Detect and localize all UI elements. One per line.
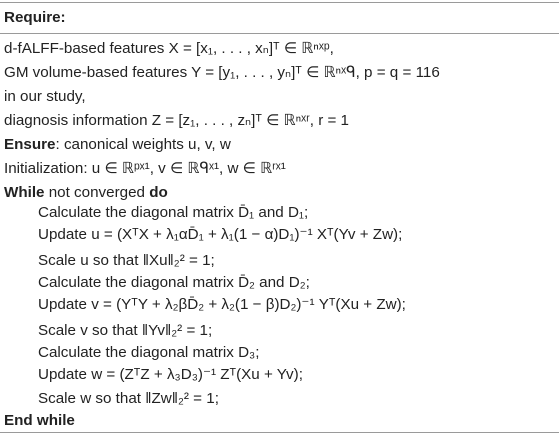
step-update-v: Update v = (YᵀY + λ₂βD̄₂ + λ₂(1 − β)D₂)⁻¹ Yᵀ(Xu + Zw);	[38, 296, 406, 313]
require-heading: Require:	[4, 9, 66, 26]
ensure-line	[4, 136, 231, 154]
ensure-text: : canonical weights u, v, w	[55, 136, 231, 153]
ensure-keyword: Ensure	[4, 136, 56, 153]
input-y-line-cont: in our study,	[4, 88, 86, 105]
bottom-rule	[0, 432, 559, 433]
do-keyword: do	[149, 184, 168, 201]
step-calc-d2: Calculate the diagonal matrix D̄₂ and D₂;	[38, 274, 310, 291]
while-keyword: While	[4, 184, 45, 201]
input-z-line: diagnosis information Z = [z₁, . . . , zₙ]ᵀ ∈ ℝⁿˣʳ, r = 1	[4, 112, 350, 129]
step-scale-v: Scale v so that ‖Yv‖₂² = 1;	[38, 322, 213, 339]
step-scale-u: Scale u so that ‖Xu‖₂² = 1;	[38, 252, 215, 269]
step-calc-d3: Calculate the diagonal matrix D₃;	[38, 344, 260, 361]
initialization-line: Initialization: u ∈ ℝᵖˣ¹, v ∈ ℝᑫˣ¹, w ∈ ℝʳˣ¹	[4, 160, 286, 177]
input-y-line: GM volume-based features Y = [y₁, . . . , yₙ]ᵀ ∈ ℝⁿˣᑫ, p = q = 116	[4, 64, 440, 81]
header-rule	[0, 33, 559, 34]
end-while-keyword: End while	[4, 412, 75, 429]
step-update-w: Update w = (ZᵀZ + λ₃D₃)⁻¹ Zᵀ(Xu + Yv);	[38, 366, 303, 383]
top-rule	[0, 2, 559, 3]
while-condition: not converged	[44, 184, 150, 201]
step-calc-d1: Calculate the diagonal matrix D̄₁ and D₁;	[38, 204, 309, 221]
input-x-line: d-fALFF-based features X = [x₁, . . . , xₙ]ᵀ ∈ ℝⁿˣᵖ,	[4, 40, 334, 57]
step-update-u: Update u = (XᵀX + λ₁αD̄₁ + λ₁(1 − α)D₁)⁻¹ Xᵀ(Yv + Zw);	[38, 226, 403, 243]
while-line	[4, 184, 168, 202]
step-scale-w: Scale w so that ‖Zw‖₂² = 1;	[38, 390, 219, 407]
